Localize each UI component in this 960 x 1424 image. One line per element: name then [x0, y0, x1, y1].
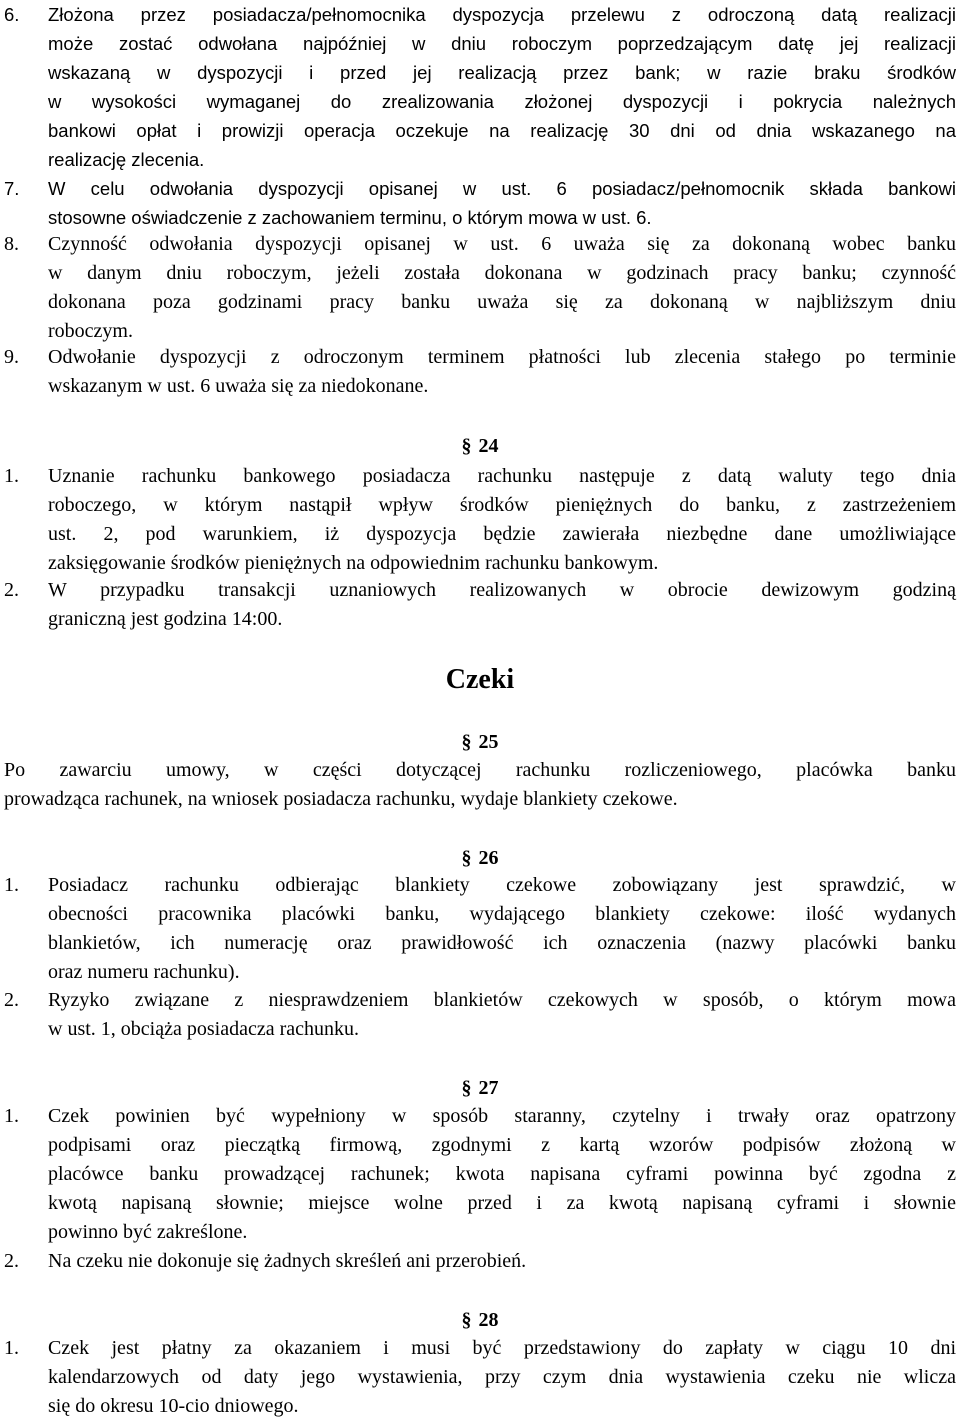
text-line: Na czeku nie dokonuje się żadnych skreśleń ani przerobień.: [48, 1250, 527, 1272]
item-number: 1.: [4, 874, 19, 896]
list-item-7: [4, 174, 956, 232]
text-line: Czek jest płatny za okazaniem i musi być przedstawiony do zapłaty w ciągu 10 dni: [48, 1337, 956, 1359]
paragraph-text: [4, 756, 956, 814]
text-line: stosowne oświadczenie z zachowaniem terminu, o którym mowa w ust. 6.: [48, 207, 652, 228]
item-number: 8.: [4, 233, 19, 255]
item-number: 1.: [4, 1337, 19, 1359]
text-line: W celu odwołania dyspozycji opisanej w ust. 6 posiadacz/pełnomocnik składa bankowi: [48, 178, 956, 199]
section-symbol: §: [461, 1077, 472, 1099]
text-line: Czynność odwołania dyspozycji opisanej w ust. 6 uważa się za dokonaną wobec banku: [48, 233, 956, 255]
text-line: Po zawarciu umowy, w części dotyczącej rachunku rozliczeniowego, placówka banku: [4, 759, 956, 781]
section-symbol: §: [461, 435, 472, 457]
text-line: Odwołanie dyspozycji z odroczonym terminem płatności lub zlecenia stałego po terminie: [48, 346, 956, 368]
text-line: obecności pracownika placówki banku, wydającego blankiety czekowe: ilość wydanych: [48, 903, 956, 925]
text-line: wskazanym w ust. 6 uważa się za niedokonane.: [48, 375, 429, 397]
text-line: blankietów, ich numerację oraz prawidłowość ich oznaczenia (nazwy placówki banku: [48, 932, 956, 954]
sec27-item-1: [4, 1102, 956, 1247]
item-number: 2.: [4, 1250, 19, 1272]
item-text: [48, 1102, 956, 1247]
text-line: roboczym.: [48, 320, 133, 342]
text-line: powinno być zakreślone.: [48, 1221, 248, 1243]
list-item-9: [4, 343, 956, 401]
item-text: [48, 576, 956, 634]
section-heading-28: [0, 1304, 960, 1336]
item-text: [48, 986, 956, 1044]
section-symbol: §: [461, 1309, 472, 1331]
text-line: graniczną jest godzina 14:00.: [48, 608, 283, 630]
text-line: prowadząca rachunek, na wniosek posiadacza rachunku, wydaje blankiety czekowe.: [4, 788, 678, 810]
text-line: w wysokości wymaganej do zrealizowania złożonej dyspozycji i pokrycia należnych: [48, 91, 956, 112]
item-number: 1.: [4, 1105, 19, 1127]
text-line: w danym dniu roboczym, jeżeli została dokonana w godzinach pracy banku; czynność: [48, 262, 956, 284]
text-line: W przypadku transakcji uznaniowych realizowanych w obrocie dewizowym godziną: [48, 579, 956, 601]
item-number: 1.: [4, 465, 19, 487]
item-text: [48, 174, 956, 232]
list-item-6: [4, 0, 956, 174]
sec26-item-2: [4, 986, 956, 1044]
item-text: [48, 871, 956, 987]
section-symbol: §: [461, 847, 472, 869]
section-number: 26: [478, 847, 499, 869]
item-text: [48, 0, 956, 174]
text-line: w ust. 1, obciąża posiadacza rachunku.: [48, 1018, 359, 1040]
section-heading-27: [0, 1072, 960, 1104]
section-number: 25: [478, 731, 499, 753]
text-line: ust. 2, pod warunkiem, iż dyspozycja będzie zawierała niezbędne dane umożliwiające: [48, 523, 956, 545]
text-line: Uznanie rachunku bankowego posiadacza rachunku następuje z datą waluty tego dnia: [48, 465, 956, 487]
item-number: 2.: [4, 579, 19, 601]
text-line: Złożona przez posiadacza/pełnomocnika dyspozycja przelewu z odroczoną datą realizacji: [48, 4, 956, 25]
text-line: oraz numeru rachunku).: [48, 961, 240, 983]
text-line: kalendarzowych od daty jego wystawienia, przy czym dnia wystawienia czeku nie wlicza: [48, 1366, 956, 1388]
item-number: 6.: [4, 4, 20, 25]
item-number: 7.: [4, 178, 20, 199]
text-line: kwotą napisaną słownie; miejsce wolne przed i za kwotą napisaną cyframi i słownie: [48, 1192, 956, 1214]
sec24-item-1: [4, 462, 956, 578]
text-line: dokonana poza godzinami pracy banku uważa się za dokonaną w najbliższym dniu: [48, 291, 956, 313]
text-line: się do okresu 10-cio dniowego.: [48, 1395, 299, 1417]
item-number: 2.: [4, 989, 19, 1011]
sec28-item-1: [4, 1334, 956, 1421]
sec25-paragraph: [4, 756, 956, 814]
text-line: bankowi opłat i prowizji operacja oczekuje na realizację 30 dni od dnia wskazanego na: [48, 120, 956, 141]
sec24-item-2: [4, 576, 956, 634]
section-heading-26: [0, 842, 960, 874]
text-line: może zostać odwołana najpóźniej w dniu roboczym poprzedzającym datę jej realizacji: [48, 33, 956, 54]
section-number: 24: [478, 435, 499, 457]
text-line: zaksięgowanie środków pieniężnych na odpowiednim rachunku bankowym.: [48, 552, 659, 574]
item-text: [48, 343, 956, 401]
section-symbol: §: [461, 731, 472, 753]
item-text: [48, 1334, 956, 1421]
section-number: 28: [478, 1309, 499, 1331]
item-text: [48, 1247, 956, 1276]
text-line: roboczego, w którym nastąpił wpływ środków pieniężnych do banku, z zastrzeżeniem: [48, 494, 956, 516]
text-line: wskazaną w dyspozycji i przed jej realizacją przez bank; w razie braku środków: [48, 62, 956, 83]
text-line: Posiadacz rachunku odbierając blankiety czekowe zobowiązany jest sprawdzić, w: [48, 874, 956, 896]
list-item-8: [4, 230, 956, 346]
sec26-item-1: [4, 871, 956, 987]
item-number: 9.: [4, 346, 19, 368]
text-line: Ryzyko związane z niesprawdzeniem blankietów czekowych w sposób, o którym mowa: [48, 989, 956, 1011]
chapter-heading: Czeki: [445, 664, 515, 695]
item-text: [48, 462, 956, 578]
text-line: Czek powinien być wypełniony w sposób staranny, czytelny i trwały oraz opatrzony: [48, 1105, 956, 1127]
text-line: placówce banku prowadzącej rachunek; kwota napisana cyframi powinna być zgodna z: [48, 1163, 956, 1185]
section-heading-25: [0, 726, 960, 758]
sec27-item-2: [4, 1247, 956, 1276]
item-text: [48, 230, 956, 346]
text-line: podpisami oraz pieczątką firmową, zgodnymi z kartą wzorów podpisów złożoną w: [48, 1134, 956, 1156]
section-heading-24: [0, 430, 960, 462]
section-number: 27: [478, 1077, 499, 1099]
text-line: realizację zlecenia.: [48, 149, 205, 170]
